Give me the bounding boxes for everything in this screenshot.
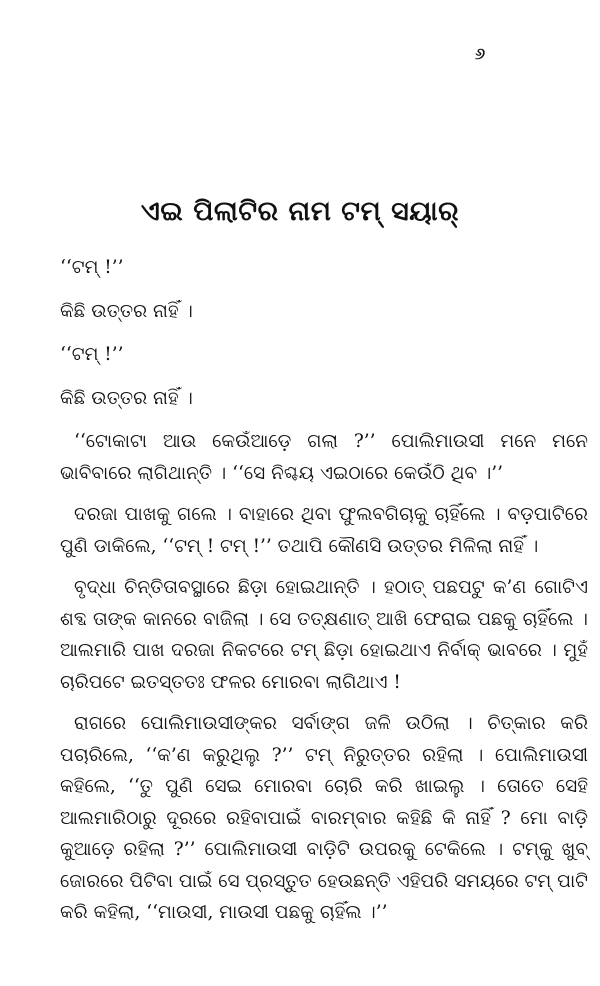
- page-number: ୬: [475, 44, 486, 63]
- chapter-title: ଏଇ ପିଲାଟିର ନାମ ଟମ୍ ସୟାର୍: [140, 196, 460, 227]
- paragraph: କିଛି ଉତ୍ତର ନାହିଁ ।: [60, 387, 193, 409]
- paragraph: ବୃଦ୍ଧା ଚିନ୍ତିତାବସ୍ଥାରେ ଛିଡ଼ା ହୋଇଥାନ୍ତି । ହଠାତ୍ ପଛପଟୁ କ’ଣ ଗୋଟିଏ ଶବ୍ଦ ତାଙ୍କ କାନରେ ବାଜିଲା । ସେ ତତ୍କ୍ଷଣାତ୍ ଆଖି ଫେରାଇ ପଛକୁ ଚାହିଁଲେ । ଆଲମାରି ପାଖ ଦରଜା ନିକଟରେ ଟମ୍ ଛିଡ଼ା ହୋଇଥାଏ ନିର୍ବାକ୍ ଭାବରେ । ମୁହଁ ଚାରିପଟେ ଇତସ୍ତତଃ ଫଳର ମୋରବା ଲାଗିଥାଏ !: [60, 577, 588, 693]
- paragraph: କିଛି ଉତ୍ତର ନାହିଁ ।: [60, 300, 193, 322]
- paragraph: ‘‘ଟମ୍ !’’: [60, 257, 124, 278]
- paragraph: ‘‘ଟୋକାଟା ଆଉ କେଉଁଆଡ଼େ ଗଲା ?’’ ପୋଲିମାଉସୀ ମନେ ମନେ ଭାବିବାରେ ଲାଗିଥାନ୍ତି । ‘‘ସେ ନିଶ୍ଚୟ ଏଇଠାରେ କେଉଁଠି ଥିବ ।’’: [60, 431, 588, 484]
- paragraph: ଦରଜା ପାଖକୁ ଗଲେ । ବାହାରେ ଥିବା ଫୁଲବଗିଚାକୁ ଚାହିଁଲେ । ବଡ଼ପାଟିରେ ପୁଣି ଡାକିଲେ, ‘‘ଟମ୍ ! ଟମ୍ !’’ ତଥାପି କୌଣସି ଉତ୍ତର ମିଳିଲା ନାହିଁ ।: [60, 504, 588, 557]
- paragraph: ‘‘ଟମ୍ !’’: [60, 344, 124, 365]
- chapter-body: [60, 252, 588, 939]
- paragraph: ରାଗରେ ପୋଲିମାଉସୀଙ୍କର ସର୍ବାଙ୍ଗ ଜଳି ଉଠିଲା । ଚିତ୍କାର କରି ପଚାରିଲେ, ‘‘କ’ଣ କରୁଥିଲୁ ?’’ ଟମ୍ ନିରୁତ୍ତର ରହିଲା । ପୋଲିମାଉସୀ କହିଲେ, ‘‘ତୁ ପୁଣି ସେଇ ମୋରବା ଚୋରି କରି ଖାଇଲୁ । ତୋତେ ସେହି ଆଲମାରିଠାରୁ ଦୂରରେ ରହିବାପାଇଁ ବାରମ୍ବାର କହିଛି କି ନାହିଁ ? ମୋ ବାଡ଼ି କୁଆଡ଼େ ରହିଲା ?’’ ପୋଲିମାଉସୀ ବାଡ଼ିଟି ଉପରକୁ ଟେକିଲେ । ଟମ୍‌କୁ ଖୁବ୍ ଜୋରରେ ପିଟିବା ପାଇଁ ସେ ପ୍ରସ୍ତୁତ ହେଉଛନ୍ତି ଏହିପରି ସମୟରେ ଟମ୍ ପାଟି କରି କହିଲା, ‘‘ମାଉସୀ, ମାଉସୀ ପଛକୁ ଚାହିଁଲ ।’’: [60, 713, 588, 923]
